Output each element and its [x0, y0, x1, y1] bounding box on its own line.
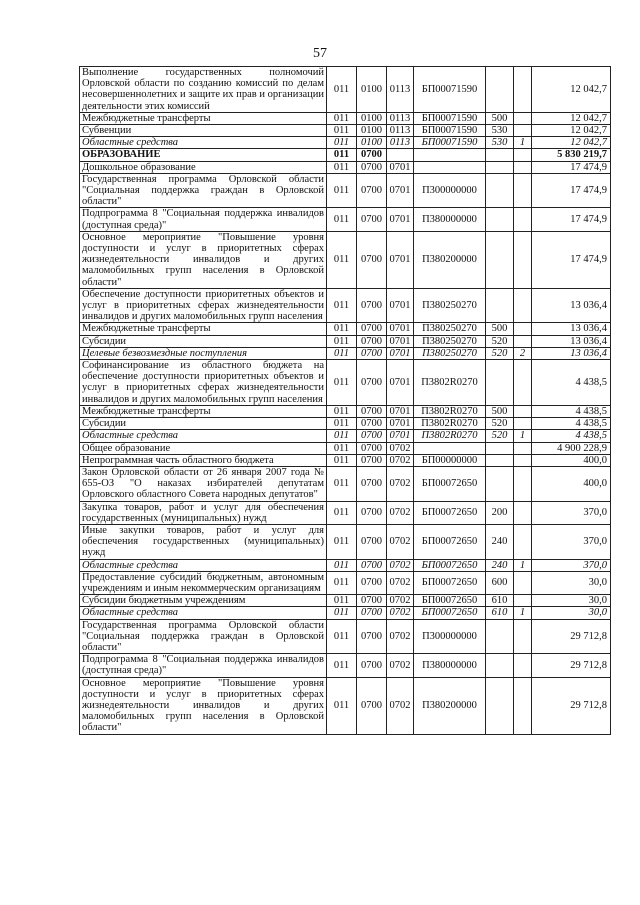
- table-row: [80, 137, 611, 149]
- row-source-code: [514, 161, 532, 173]
- row-gr-code: 011: [327, 137, 357, 149]
- row-vr-code: [486, 454, 514, 466]
- row-source-code: [514, 524, 532, 559]
- row-pr-code: 0701: [387, 288, 414, 323]
- row-amount: 29 712,8: [532, 677, 611, 734]
- row-pr-code: 0702: [387, 442, 414, 454]
- row-pr-code: 0113: [387, 125, 414, 137]
- row-rz-code: 0700: [357, 231, 387, 288]
- row-vr-code: [486, 360, 514, 406]
- row-vr-code: [486, 288, 514, 323]
- row-source-code: [514, 595, 532, 607]
- row-name: Государственная программа Орловской области "Социальная поддержка граждан в Орловской области": [80, 619, 327, 654]
- row-rz-code: 0700: [357, 619, 387, 654]
- row-amount: 12 042,7: [532, 125, 611, 137]
- row-source-code: [514, 442, 532, 454]
- row-gr-code: 011: [327, 524, 357, 559]
- row-csr-code: БП00072650: [414, 501, 486, 524]
- row-gr-code: 011: [327, 405, 357, 417]
- row-rz-code: 0700: [357, 454, 387, 466]
- row-rz-code: 0700: [357, 654, 387, 677]
- row-pr-code: 0702: [387, 454, 414, 466]
- row-rz-code: 0700: [357, 288, 387, 323]
- row-pr-code: 0701: [387, 347, 414, 359]
- row-rz-code: 0700: [357, 559, 387, 571]
- row-csr-code: П380000000: [414, 654, 486, 677]
- table-row: [80, 360, 611, 406]
- row-name: Субсидии: [80, 418, 327, 430]
- row-source-code: 1: [514, 607, 532, 619]
- table-row: [80, 501, 611, 524]
- row-amount: 400,0: [532, 466, 611, 501]
- row-rz-code: 0100: [357, 137, 387, 149]
- row-name: Непрограммная часть областного бюджета: [80, 454, 327, 466]
- row-source-code: [514, 335, 532, 347]
- row-name: Общее образование: [80, 442, 327, 454]
- row-amount: 12 042,7: [532, 67, 611, 113]
- row-source-code: [514, 677, 532, 734]
- row-source-code: [514, 360, 532, 406]
- row-pr-code: 0113: [387, 112, 414, 124]
- row-vr-code: [486, 161, 514, 173]
- table-row: [80, 607, 611, 619]
- table-row: [80, 67, 611, 113]
- row-csr-code: П380250270: [414, 347, 486, 359]
- row-gr-code: 011: [327, 112, 357, 124]
- row-source-code: [514, 208, 532, 231]
- row-name: Основное мероприятие "Повышение уровня доступности и услуг в приоритетных сферах жизнедеятельности инвалидов и других маломобильных групп населения в Орловской области": [80, 231, 327, 288]
- table-row: [80, 149, 611, 161]
- row-source-code: [514, 619, 532, 654]
- row-gr-code: 011: [327, 67, 357, 113]
- row-gr-code: 011: [327, 360, 357, 406]
- row-amount: 370,0: [532, 524, 611, 559]
- row-rz-code: 0700: [357, 607, 387, 619]
- row-amount: 4 438,5: [532, 418, 611, 430]
- row-pr-code: 0702: [387, 501, 414, 524]
- row-vr-code: 500: [486, 112, 514, 124]
- row-amount: 30,0: [532, 607, 611, 619]
- row-vr-code: 520: [486, 335, 514, 347]
- row-pr-code: 0702: [387, 654, 414, 677]
- row-vr-code: 240: [486, 559, 514, 571]
- row-gr-code: 011: [327, 161, 357, 173]
- row-pr-code: 0702: [387, 524, 414, 559]
- row-csr-code: П380250270: [414, 288, 486, 323]
- row-amount: 4 438,5: [532, 360, 611, 406]
- row-amount: 4 438,5: [532, 405, 611, 417]
- row-rz-code: 0700: [357, 360, 387, 406]
- row-csr-code: БП00072650: [414, 524, 486, 559]
- page-number: 57: [313, 46, 327, 61]
- row-pr-code: 0701: [387, 418, 414, 430]
- row-rz-code: 0700: [357, 335, 387, 347]
- table-row: [80, 112, 611, 124]
- table-row: [80, 323, 611, 335]
- row-csr-code: П380250270: [414, 335, 486, 347]
- row-amount: 12 042,7: [532, 112, 611, 124]
- row-vr-code: [486, 231, 514, 288]
- row-source-code: 1: [514, 559, 532, 571]
- row-pr-code: 0702: [387, 559, 414, 571]
- row-csr-code: БП00000000: [414, 454, 486, 466]
- table-row: [80, 466, 611, 501]
- row-name: Выполнение государственных полномочий Орловской области по созданию комиссий по делам несовершеннолетних и защите их прав и организации деятельности этих комиссий: [80, 67, 327, 113]
- row-rz-code: 0700: [357, 571, 387, 594]
- row-rz-code: 0100: [357, 67, 387, 113]
- row-vr-code: [486, 466, 514, 501]
- row-source-code: [514, 323, 532, 335]
- table-row: [80, 595, 611, 607]
- row-source-code: 1: [514, 137, 532, 149]
- row-rz-code: 0700: [357, 430, 387, 442]
- row-source-code: [514, 454, 532, 466]
- table-row: [80, 231, 611, 288]
- table-row: [80, 335, 611, 347]
- row-csr-code: БП00072650: [414, 595, 486, 607]
- row-name: Закупка товаров, работ и услуг для обеспечения государственных (муниципальных) нужд: [80, 501, 327, 524]
- row-amount: 30,0: [532, 595, 611, 607]
- row-gr-code: 011: [327, 454, 357, 466]
- row-csr-code: П300000000: [414, 619, 486, 654]
- row-amount: 17 474,9: [532, 161, 611, 173]
- table-row: [80, 347, 611, 359]
- row-vr-code: 530: [486, 125, 514, 137]
- row-csr-code: БП00071590: [414, 137, 486, 149]
- row-vr-code: [486, 67, 514, 113]
- row-name: Обеспечение доступности приоритетных объектов и услуг в приоритетных сферах жизнедеятельности инвалидов и других маломобильных групп населения: [80, 288, 327, 323]
- row-amount: 17 474,9: [532, 173, 611, 208]
- row-amount: 13 036,4: [532, 335, 611, 347]
- row-name: Иные закупки товаров, работ и услуг для обеспечения государственных (муниципальных) нужд: [80, 524, 327, 559]
- row-vr-code: 200: [486, 501, 514, 524]
- row-csr-code: П300000000: [414, 173, 486, 208]
- row-rz-code: 0100: [357, 112, 387, 124]
- row-name: Закон Орловской области от 26 января 2007 года № 655-ОЗ "О наказах избирателей депутатам Орловского областного Совета народных депутатов": [80, 466, 327, 501]
- row-gr-code: 011: [327, 149, 357, 161]
- row-gr-code: 011: [327, 231, 357, 288]
- row-source-code: [514, 112, 532, 124]
- row-vr-code: 500: [486, 323, 514, 335]
- row-pr-code: 0702: [387, 595, 414, 607]
- row-gr-code: 011: [327, 125, 357, 137]
- table-row: [80, 524, 611, 559]
- row-vr-code: 530: [486, 137, 514, 149]
- row-name: Подпрограмма 8 "Социальная поддержка инвалидов (доступная среда)": [80, 654, 327, 677]
- row-source-code: [514, 149, 532, 161]
- row-rz-code: 0700: [357, 405, 387, 417]
- row-vr-code: 240: [486, 524, 514, 559]
- row-gr-code: 011: [327, 654, 357, 677]
- row-pr-code: 0701: [387, 208, 414, 231]
- row-name: Межбюджетные трансферты: [80, 405, 327, 417]
- row-rz-code: 0700: [357, 595, 387, 607]
- row-csr-code: П380000000: [414, 208, 486, 231]
- row-gr-code: 011: [327, 335, 357, 347]
- row-source-code: [514, 288, 532, 323]
- row-gr-code: 011: [327, 430, 357, 442]
- row-amount: 4 438,5: [532, 430, 611, 442]
- row-source-code: [514, 501, 532, 524]
- row-vr-code: [486, 442, 514, 454]
- row-source-code: 1: [514, 430, 532, 442]
- row-source-code: [514, 405, 532, 417]
- row-gr-code: 011: [327, 607, 357, 619]
- row-pr-code: 0701: [387, 231, 414, 288]
- row-rz-code: 0700: [357, 677, 387, 734]
- row-csr-code: П3802R0270: [414, 405, 486, 417]
- row-name: Межбюджетные трансферты: [80, 112, 327, 124]
- table-row: [80, 405, 611, 417]
- row-source-code: [514, 231, 532, 288]
- row-vr-code: [486, 173, 514, 208]
- row-name: Субсидии: [80, 335, 327, 347]
- row-name: Областные средства: [80, 607, 327, 619]
- table-row: [80, 418, 611, 430]
- row-name: Основное мероприятие "Повышение уровня доступности и услуг в приоритетных сферах жизнедеятельности инвалидов и других маломобильных групп населения в Орловской области": [80, 677, 327, 734]
- row-amount: 17 474,9: [532, 208, 611, 231]
- row-pr-code: 0702: [387, 571, 414, 594]
- row-source-code: [514, 654, 532, 677]
- row-pr-code: 0701: [387, 335, 414, 347]
- row-rz-code: 0700: [357, 466, 387, 501]
- row-source-code: [514, 173, 532, 208]
- table-row: [80, 288, 611, 323]
- row-vr-code: 610: [486, 607, 514, 619]
- row-csr-code: [414, 149, 486, 161]
- row-name: Софинансирование из областного бюджета на обеспечение доступности приоритетных объектов и услуг в приоритетных сферах жизнедеятельности инвалидов и других маломобильных групп населения: [80, 360, 327, 406]
- table-row: [80, 654, 611, 677]
- row-name: Государственная программа Орловской области "Социальная поддержка граждан в Орловской области": [80, 173, 327, 208]
- row-gr-code: 011: [327, 442, 357, 454]
- table-row: [80, 677, 611, 734]
- row-csr-code: П3802R0270: [414, 360, 486, 406]
- table-row: [80, 208, 611, 231]
- row-name: Межбюджетные трансферты: [80, 323, 327, 335]
- row-vr-code: 600: [486, 571, 514, 594]
- table-row: [80, 571, 611, 594]
- table-row: [80, 559, 611, 571]
- row-vr-code: 520: [486, 418, 514, 430]
- row-rz-code: 0700: [357, 173, 387, 208]
- row-pr-code: 0113: [387, 137, 414, 149]
- row-source-code: [514, 418, 532, 430]
- row-gr-code: 011: [327, 288, 357, 323]
- row-csr-code: П380200000: [414, 677, 486, 734]
- row-csr-code: БП00072650: [414, 466, 486, 501]
- table-row: [80, 161, 611, 173]
- row-vr-code: 610: [486, 595, 514, 607]
- row-pr-code: 0701: [387, 323, 414, 335]
- row-gr-code: 011: [327, 595, 357, 607]
- table-row: [80, 430, 611, 442]
- row-rz-code: 0700: [357, 208, 387, 231]
- row-csr-code: БП00071590: [414, 125, 486, 137]
- row-source-code: [514, 571, 532, 594]
- row-name: Областные средства: [80, 559, 327, 571]
- row-rz-code: 0700: [357, 524, 387, 559]
- row-amount: 13 036,4: [532, 347, 611, 359]
- row-gr-code: 011: [327, 559, 357, 571]
- row-csr-code: БП00071590: [414, 112, 486, 124]
- row-name: Субвенции: [80, 125, 327, 137]
- row-amount: 400,0: [532, 454, 611, 466]
- row-amount: 29 712,8: [532, 654, 611, 677]
- row-pr-code: 0701: [387, 173, 414, 208]
- table-row: [80, 454, 611, 466]
- row-csr-code: П380200000: [414, 231, 486, 288]
- row-pr-code: 0701: [387, 161, 414, 173]
- row-csr-code: БП00072650: [414, 559, 486, 571]
- table-row: [80, 125, 611, 137]
- row-pr-code: [387, 149, 414, 161]
- row-source-code: 2: [514, 347, 532, 359]
- table-row: [80, 442, 611, 454]
- row-csr-code: БП00072650: [414, 571, 486, 594]
- row-gr-code: 011: [327, 677, 357, 734]
- row-csr-code: БП00072650: [414, 607, 486, 619]
- row-amount: 4 900 228,9: [532, 442, 611, 454]
- row-name: Областные средства: [80, 430, 327, 442]
- row-source-code: [514, 466, 532, 501]
- row-pr-code: 0701: [387, 360, 414, 406]
- row-amount: 370,0: [532, 559, 611, 571]
- budget-table: [79, 66, 611, 735]
- row-source-code: [514, 125, 532, 137]
- row-csr-code: БП00071590: [414, 67, 486, 113]
- row-pr-code: 0701: [387, 405, 414, 417]
- row-vr-code: [486, 208, 514, 231]
- row-csr-code: [414, 442, 486, 454]
- row-amount: 13 036,4: [532, 288, 611, 323]
- row-csr-code: П3802R0270: [414, 418, 486, 430]
- row-source-code: [514, 67, 532, 113]
- row-name: Областные средства: [80, 137, 327, 149]
- row-gr-code: 011: [327, 466, 357, 501]
- row-vr-code: [486, 654, 514, 677]
- row-name: Субсидии бюджетным учреждениям: [80, 595, 327, 607]
- row-pr-code: 0113: [387, 67, 414, 113]
- row-amount: 13 036,4: [532, 323, 611, 335]
- row-gr-code: 011: [327, 571, 357, 594]
- row-rz-code: 0700: [357, 161, 387, 173]
- row-pr-code: 0702: [387, 677, 414, 734]
- row-vr-code: 500: [486, 405, 514, 417]
- row-gr-code: 011: [327, 173, 357, 208]
- row-vr-code: [486, 619, 514, 654]
- row-pr-code: 0702: [387, 607, 414, 619]
- row-pr-code: 0702: [387, 466, 414, 501]
- row-name: Целевые безвозмездные поступления: [80, 347, 327, 359]
- row-rz-code: 0700: [357, 323, 387, 335]
- row-rz-code: 0700: [357, 149, 387, 161]
- row-pr-code: 0701: [387, 430, 414, 442]
- row-gr-code: 011: [327, 619, 357, 654]
- row-amount: 370,0: [532, 501, 611, 524]
- row-rz-code: 0100: [357, 125, 387, 137]
- table-row: [80, 173, 611, 208]
- row-gr-code: 011: [327, 501, 357, 524]
- row-rz-code: 0700: [357, 418, 387, 430]
- row-vr-code: [486, 149, 514, 161]
- row-amount: 12 042,7: [532, 137, 611, 149]
- row-gr-code: 011: [327, 347, 357, 359]
- row-csr-code: П3802R0270: [414, 430, 486, 442]
- row-amount: 29 712,8: [532, 619, 611, 654]
- row-amount: 17 474,9: [532, 231, 611, 288]
- row-vr-code: [486, 677, 514, 734]
- row-amount: 5 830 219,7: [532, 149, 611, 161]
- row-pr-code: 0702: [387, 619, 414, 654]
- row-csr-code: П380250270: [414, 323, 486, 335]
- row-rz-code: 0700: [357, 347, 387, 359]
- table-row: [80, 619, 611, 654]
- row-gr-code: 011: [327, 208, 357, 231]
- row-name: Подпрограмма 8 "Социальная поддержка инвалидов (доступная среда)": [80, 208, 327, 231]
- row-vr-code: 520: [486, 347, 514, 359]
- row-rz-code: 0700: [357, 442, 387, 454]
- row-gr-code: 011: [327, 323, 357, 335]
- row-vr-code: 520: [486, 430, 514, 442]
- row-gr-code: 011: [327, 418, 357, 430]
- row-amount: 30,0: [532, 571, 611, 594]
- row-name: Предоставление субсидий бюджетным, автономным учреждениям и иным некоммерческим организациям: [80, 571, 327, 594]
- row-csr-code: [414, 161, 486, 173]
- row-name: Дошкольное образование: [80, 161, 327, 173]
- row-name: ОБРАЗОВАНИЕ: [80, 149, 327, 161]
- row-rz-code: 0700: [357, 501, 387, 524]
